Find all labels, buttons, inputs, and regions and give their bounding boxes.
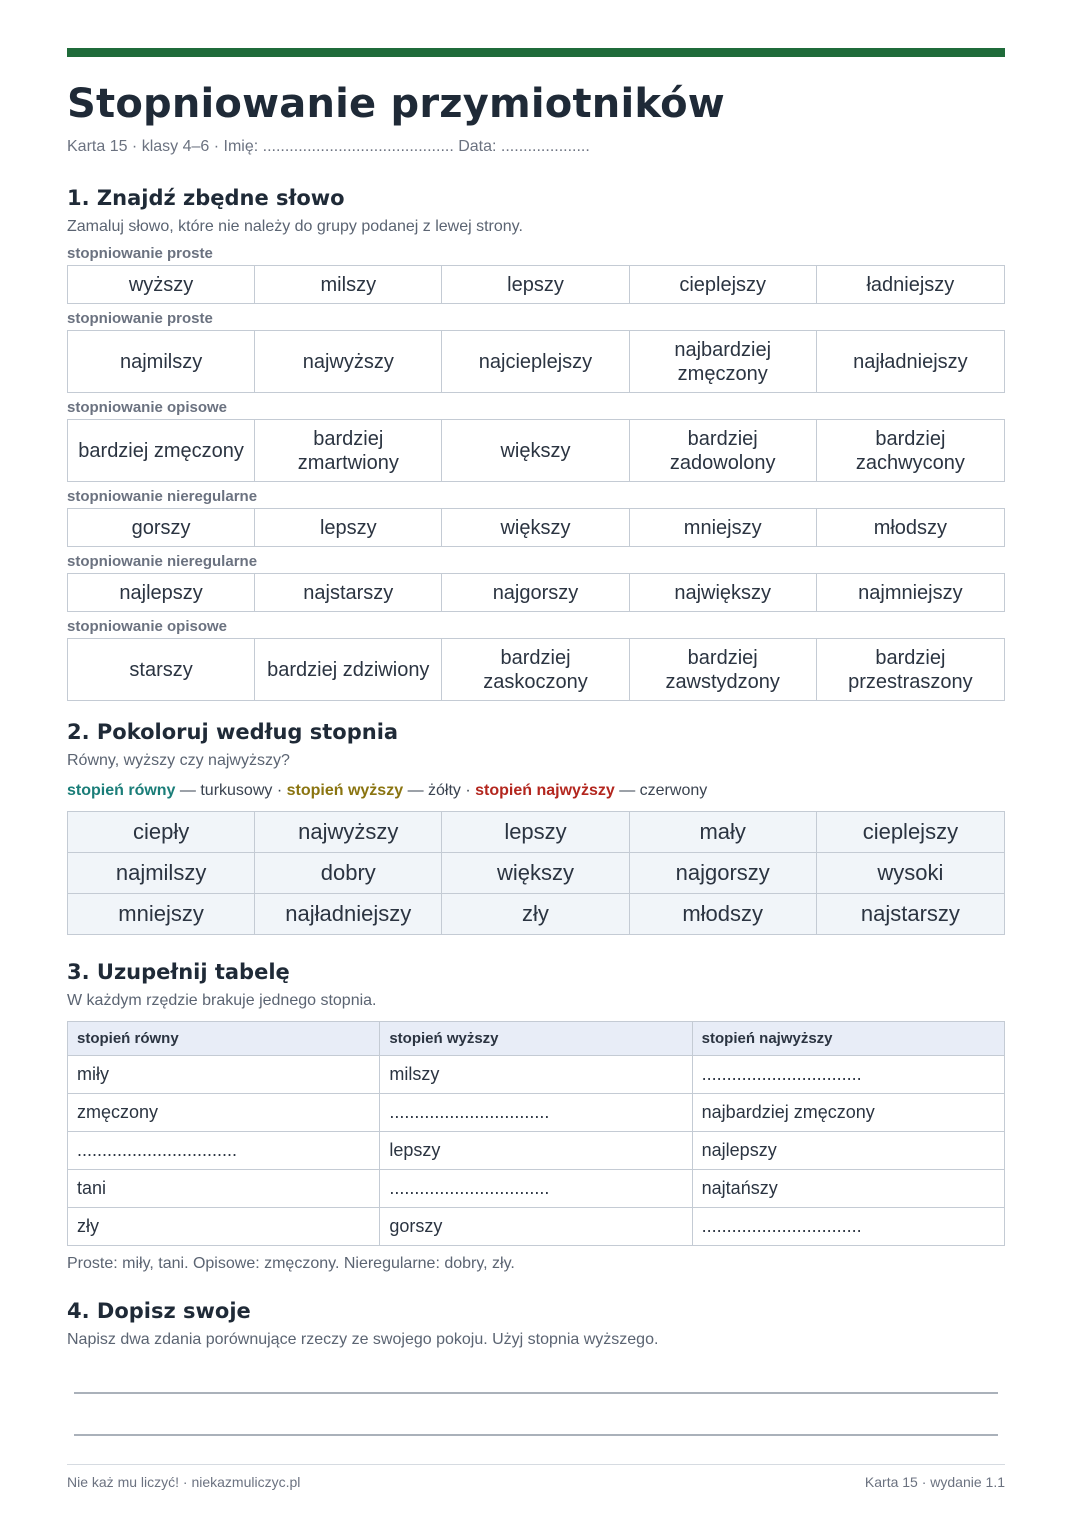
section-instruction: Napisz dwa zdania porównujące rzeczy ze swojego pokoju. Użyj stopnia wyższego.: [67, 1331, 659, 1348]
word-row: [67, 638, 1005, 701]
word-cell[interactable]: milszy: [255, 266, 442, 303]
legend-highest-color: czerwony: [639, 782, 708, 799]
word-cell[interactable]: młodszy: [873, 516, 948, 539]
table-row: [68, 1056, 1005, 1094]
table-cell: milszy: [380, 1056, 692, 1094]
table-header-row: [68, 1022, 1005, 1056]
table-cell: miły: [68, 1056, 380, 1094]
footer-source: Nie każ mu liczyć! · niekazmuliczyc.pl: [67, 1474, 301, 1490]
table-cell: lepszy: [380, 1132, 692, 1170]
grid-cell[interactable]: najstarszy: [860, 901, 960, 926]
word-cell[interactable]: najstarszy: [255, 574, 442, 611]
word-cell[interactable]: najładniejszy: [853, 350, 968, 373]
legend-highest-label: stopień najwyższy: [475, 782, 615, 799]
table-cell: najbardziej zmęczony: [692, 1094, 1004, 1132]
section-write-your-own: [67, 1298, 1005, 1350]
word-row: [67, 573, 1005, 612]
group-label: stopniowanie nieregularne: [67, 488, 258, 505]
worksheet-meta: Karta 15 · klasy 4–6 · Imię: ........................................... Data: ....................: [67, 138, 590, 155]
blank-cell[interactable]: ................................: [692, 1208, 1004, 1246]
word-row: [67, 419, 1005, 482]
word-cell[interactable]: najmniejszy: [858, 581, 963, 604]
column-header: stopień najwyższy: [692, 1022, 1004, 1056]
blank-cell[interactable]: ................................: [692, 1056, 1004, 1094]
grid-cell[interactable]: najgorszy: [630, 853, 817, 893]
writing-line[interactable]: [74, 1392, 998, 1394]
grid-cell[interactable]: zły: [442, 894, 629, 934]
group-label: stopniowanie nieregularne: [67, 553, 258, 570]
blank-cell[interactable]: ................................: [380, 1170, 692, 1208]
legend-higher-label: stopień wyższy: [286, 782, 404, 799]
grid-cell[interactable]: mniejszy: [68, 894, 255, 934]
word-cell[interactable]: lepszy: [255, 509, 442, 546]
grid-cell[interactable]: mały: [630, 812, 817, 852]
section-instruction: Zamaluj słowo, które nie należy do grupy podanej z lewej strony.: [67, 218, 523, 235]
group-label: stopniowanie proste: [67, 310, 213, 327]
word-cell[interactable]: większy: [442, 509, 629, 546]
word-cell[interactable]: większy: [442, 420, 629, 481]
section-odd-one-out: [67, 185, 1005, 701]
section-instruction: W każdym rzędzie brakuje jednego stopnia.: [67, 992, 377, 1009]
grid-cell[interactable]: młodszy: [630, 894, 817, 934]
section-instruction: Równy, wyższy czy najwyższy?: [67, 752, 290, 769]
grid-cell[interactable]: większy: [442, 853, 629, 893]
table-cell: najlepszy: [692, 1132, 1004, 1170]
grid-cell[interactable]: najwyższy: [255, 812, 442, 852]
word-cell[interactable]: bardziej zadowolony: [630, 420, 817, 481]
word-cell[interactable]: bardziej zachwycony: [855, 427, 965, 474]
group-label: stopniowanie opisowe: [67, 618, 228, 635]
grid-cell[interactable]: ciepły: [68, 812, 255, 852]
word-cell[interactable]: najmilszy: [68, 331, 255, 392]
table-row: [68, 1170, 1005, 1208]
word-cell[interactable]: bardziej zdziwiony: [255, 639, 442, 700]
footer-divider: [67, 1464, 1005, 1465]
word-cell[interactable]: najlepszy: [68, 574, 255, 611]
word-cell[interactable]: najbardziej zmęczony: [630, 331, 817, 392]
table-row: [68, 1208, 1005, 1246]
word-cell[interactable]: mniejszy: [630, 509, 817, 546]
grid-cell[interactable]: najładniejszy: [255, 894, 442, 934]
section-heading: 1. Znajdź zbędne słowo: [67, 186, 345, 210]
word-cell[interactable]: lepszy: [442, 266, 629, 303]
word-cell[interactable]: gorszy: [68, 509, 255, 546]
group-label: stopniowanie proste: [67, 245, 213, 262]
word-row: [67, 265, 1005, 304]
table-cell: zmęczony: [68, 1094, 380, 1132]
table-row: [68, 1132, 1005, 1170]
blank-cell[interactable]: ................................: [380, 1094, 692, 1132]
table-cell: tani: [68, 1170, 380, 1208]
word-cell[interactable]: największy: [630, 574, 817, 611]
grid-cell[interactable]: lepszy: [442, 812, 629, 852]
section-heading: 3. Uzupełnij tabelę: [67, 960, 290, 984]
worksheet-page: [67, 48, 1005, 1350]
word-cell[interactable]: bardziej przestraszony: [848, 646, 973, 693]
table-hint: Proste: miły, tani. Opisowe: zmęczony. Nieregularne: dobry, zły.: [67, 1255, 515, 1272]
footer-edition: Karta 15 · wydanie 1.1: [864, 1474, 1005, 1490]
word-cell[interactable]: bardziej zmartwiony: [255, 420, 442, 481]
section-heading: 2. Pokoloruj według stopnia: [67, 720, 399, 744]
table-row: [68, 1094, 1005, 1132]
word-cell[interactable]: ładniejszy: [866, 273, 955, 296]
blank-cell[interactable]: ................................: [68, 1132, 380, 1170]
page-title: Stopniowanie przymiotników: [67, 81, 725, 127]
column-header: stopień równy: [68, 1022, 380, 1056]
word-cell[interactable]: bardziej zawstydzony: [630, 639, 817, 700]
section-fill-table: [67, 959, 1005, 1274]
color-legend: stopień równy — turkusowy · stopień wyższy — żółty · stopień najwyższy — czerwony: [67, 782, 708, 799]
legend-equal-label: stopień równy: [67, 782, 176, 799]
grid-cell[interactable]: dobry: [255, 853, 442, 893]
word-cell[interactable]: najgorszy: [442, 574, 629, 611]
writing-line[interactable]: [74, 1434, 998, 1436]
grid-cell[interactable]: wysoki: [877, 860, 944, 885]
word-cell[interactable]: najcieplejszy: [442, 331, 629, 392]
word-cell[interactable]: wyższy: [68, 266, 255, 303]
grid-cell[interactable]: najmilszy: [68, 853, 255, 893]
grid-row: [68, 812, 1004, 852]
column-header: stopień wyższy: [380, 1022, 692, 1056]
word-cell[interactable]: starszy: [68, 639, 255, 700]
word-row: [67, 508, 1005, 547]
section-color-by-degree: [67, 719, 1005, 935]
word-row: [67, 330, 1005, 393]
word-cell[interactable]: cieplejszy: [630, 266, 817, 303]
word-cell[interactable]: bardziej zmęczony: [68, 420, 255, 481]
legend-higher-color: żółty: [428, 782, 461, 799]
grid-row: [68, 893, 1004, 934]
table-cell: gorszy: [380, 1208, 692, 1246]
word-cell[interactable]: najwyższy: [255, 331, 442, 392]
table-cell: najtańszy: [692, 1170, 1004, 1208]
table-cell: zły: [68, 1208, 380, 1246]
group-label: stopniowanie opisowe: [67, 399, 228, 416]
coloring-grid: [67, 811, 1005, 935]
word-cell[interactable]: bardziej zaskoczony: [442, 639, 629, 700]
legend-equal-color: turkusowy: [200, 782, 273, 799]
section-heading: 4. Dopisz swoje: [67, 1299, 251, 1323]
degrees-table: [67, 1021, 1005, 1246]
grid-row: [68, 852, 1004, 893]
grid-cell[interactable]: cieplejszy: [862, 819, 959, 844]
top-accent-bar: [67, 48, 1005, 57]
